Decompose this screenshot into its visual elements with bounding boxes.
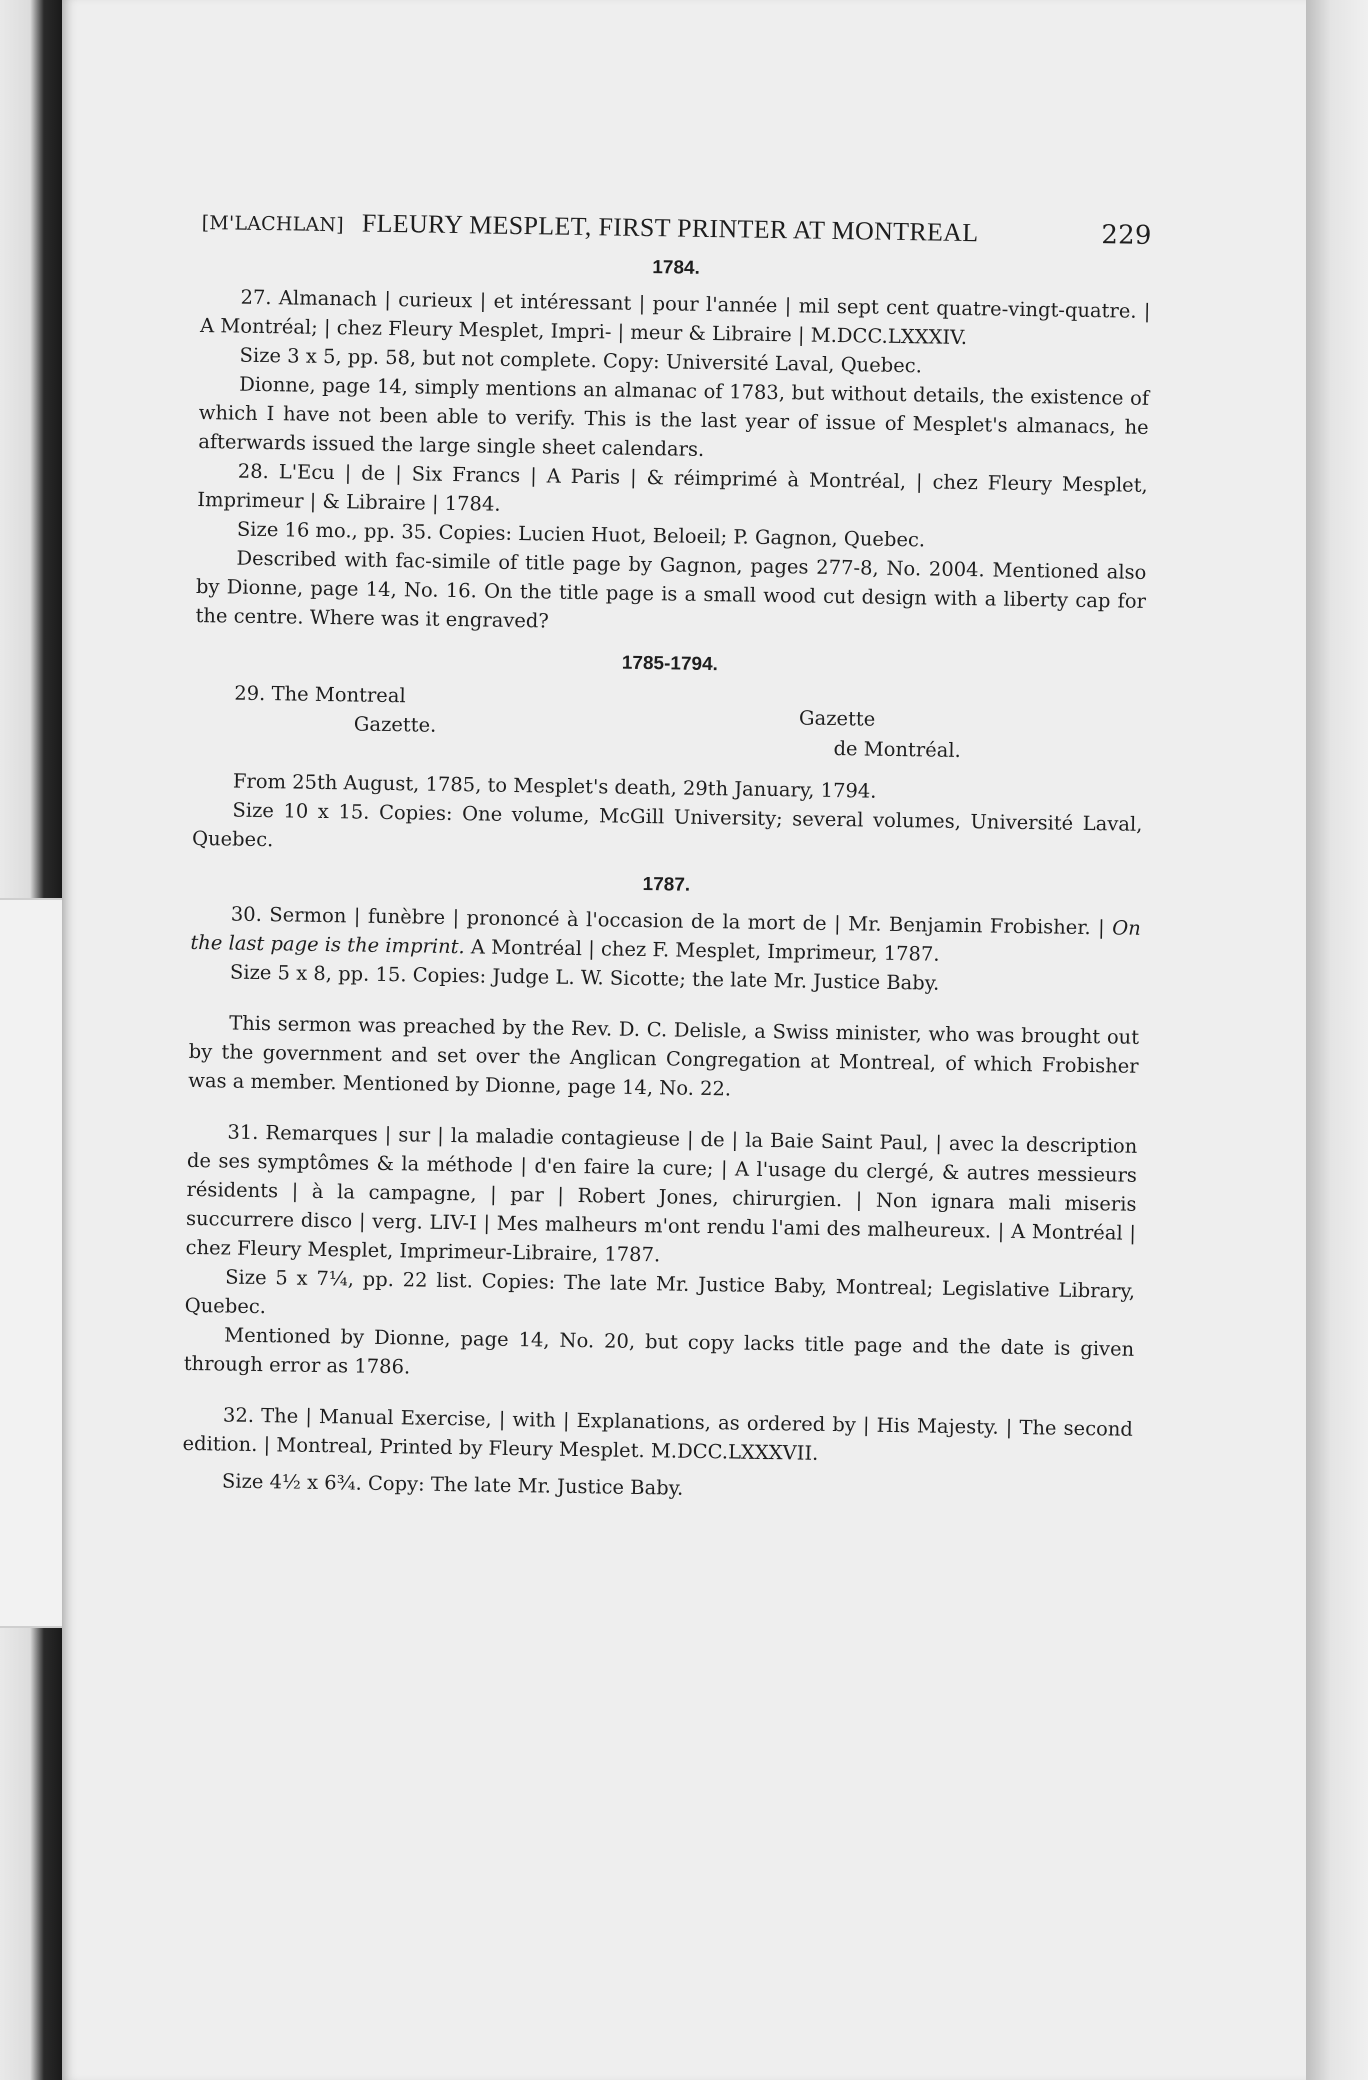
entry-27-note: Dionne, page 14, simply mentions an almanac of 1783, but without details, the existence of which I have not been able to verify. This is the last year of issue of Mesplet's almanacs, he afterwards issued the large single sheet calendars. [198,372,1150,461]
entry-31-size: Size 5 x 7¼, pp. 22 list. Copies: The late Mr. Justice Baby, Montreal; Legislative Library, Quebec. [184,1265,1136,1319]
entry-27: 27. Almanach | curieux | et intéressant | pour l'année | mil sept cent quatre-vingt-quatre. | A Montréal; | chez Fleury Mesplet, Impri- | meur & Libraire | M.DCC.LXXXIV. [199,285,1151,350]
right-scan-edge [1306,0,1368,2080]
entry-29-right-subtitle: de Montréal. [833,736,961,762]
entry-30-italic: On the last page is the imprint. [190,916,1141,959]
entry-28: 28. L'Ecu | de | Six Francs | A Paris | & réimprimé à Montréal, | chez Fleury Mesplet, Imprimeur | & Libraire | 1784. [197,459,1148,516]
header-author: [M'LACHLAN] [201,211,345,237]
page-content [182,206,1152,1510]
entry-29-dates: From 25th August, 1785, to Mesplet's death, 29th January, 1794. [232,769,877,803]
entry-30-note: This sermon was preached by the Rev. D. C. Delisle, a Swiss minister, who was brought out by the government and set over the Anglican Congregation at Montreal, of which Frobisher was a member. Mentioned by Dionne, page 14, No. 22. [188,1011,1140,1101]
entry-31-note: Mentioned by Dionne, page 14, No. 20, but copy lacks title page and the date is given through error as 1786. [183,1323,1135,1379]
entry-28-size: Size 16 mo., pp. 35. Copies: Lucien Huot, Beloeil; P. Gagnon, Quebec. [236,517,926,552]
header-title: FLEURY MESPLET, FIRST PRINTER AT MONTREAL [361,208,979,248]
entry-29-left-title: Gazette. [353,712,437,737]
year-heading-1784: 1784. [652,257,701,279]
entry-29-title-block [193,678,1144,781]
entry-32-size: Size 4½ x 6¾. Copy: The late Mr. Justice Baby. [221,1469,684,1500]
entry-30-imprint: A Montréal | chez F. Mesplet, Imprimeur, 1787. [464,935,940,966]
entry-32: 32. The | Manual Exercise, | with | Explanations, as ordered by | His Majesty. | The second edition. | Montreal, Printed by Fleury Mesplet. M.DCC.LXXXVII. [182,1403,1134,1465]
entry-30-text: 30. Sermon | funèbre | prononcé à l'occasion de la mort de | Mr. Benjamin Frobisher. | [230,902,1113,940]
entry-27-size: Size 3 x 5, pp. 58, but not complete. Copy: Université Laval, Quebec. [239,343,923,378]
page-number: 229 [1101,220,1152,251]
entry-29-right-title: Gazette [798,706,876,731]
running-header [202,206,1152,251]
entry-30-size: Size 5 x 8, pp. 15. Copies: Judge L. W. Sicotte; the late Mr. Justice Baby. [229,960,940,995]
entry-31: 31. Remarques | sur | la maladie contagieuse | de | la Baie Saint Paul, | avec la description de ses symptômes & la méthode | d'en faire la cure; | A l'usage du clergé, & autres messieurs résidents | à la campagne, | par | Robert Jones, chirurgien. | Non ignara mali miseris succurrere disco | verg. LIV-I | Mes malheurs m'ont rendu l'ami des malheureux. | A Montréal | chez Fleury Mesplet, Imprimeur-Libraire, 1787. [185,1120,1138,1267]
entry-29-size: Size 10 x 15. Copies: One volume, McGill University; several volumes, Université Laval, Quebec. [191,798,1143,852]
year-heading-1787: 1787. [642,874,691,896]
entry-29-number: 29. The Montreal [234,681,406,708]
book-page [62,0,1306,2080]
entry-28-note: Described with fac-simile of title page by Gagnon, pages 277-8, No. 2004. Mentioned also by Dionne, page 14, No. 16. On the title page is a small wood cut design with a liberty cap for the centre. Where was it engraved? [195,546,1147,633]
left-page-tab [0,898,62,1628]
year-heading-1785-1794: 1785-1794. [621,652,719,676]
